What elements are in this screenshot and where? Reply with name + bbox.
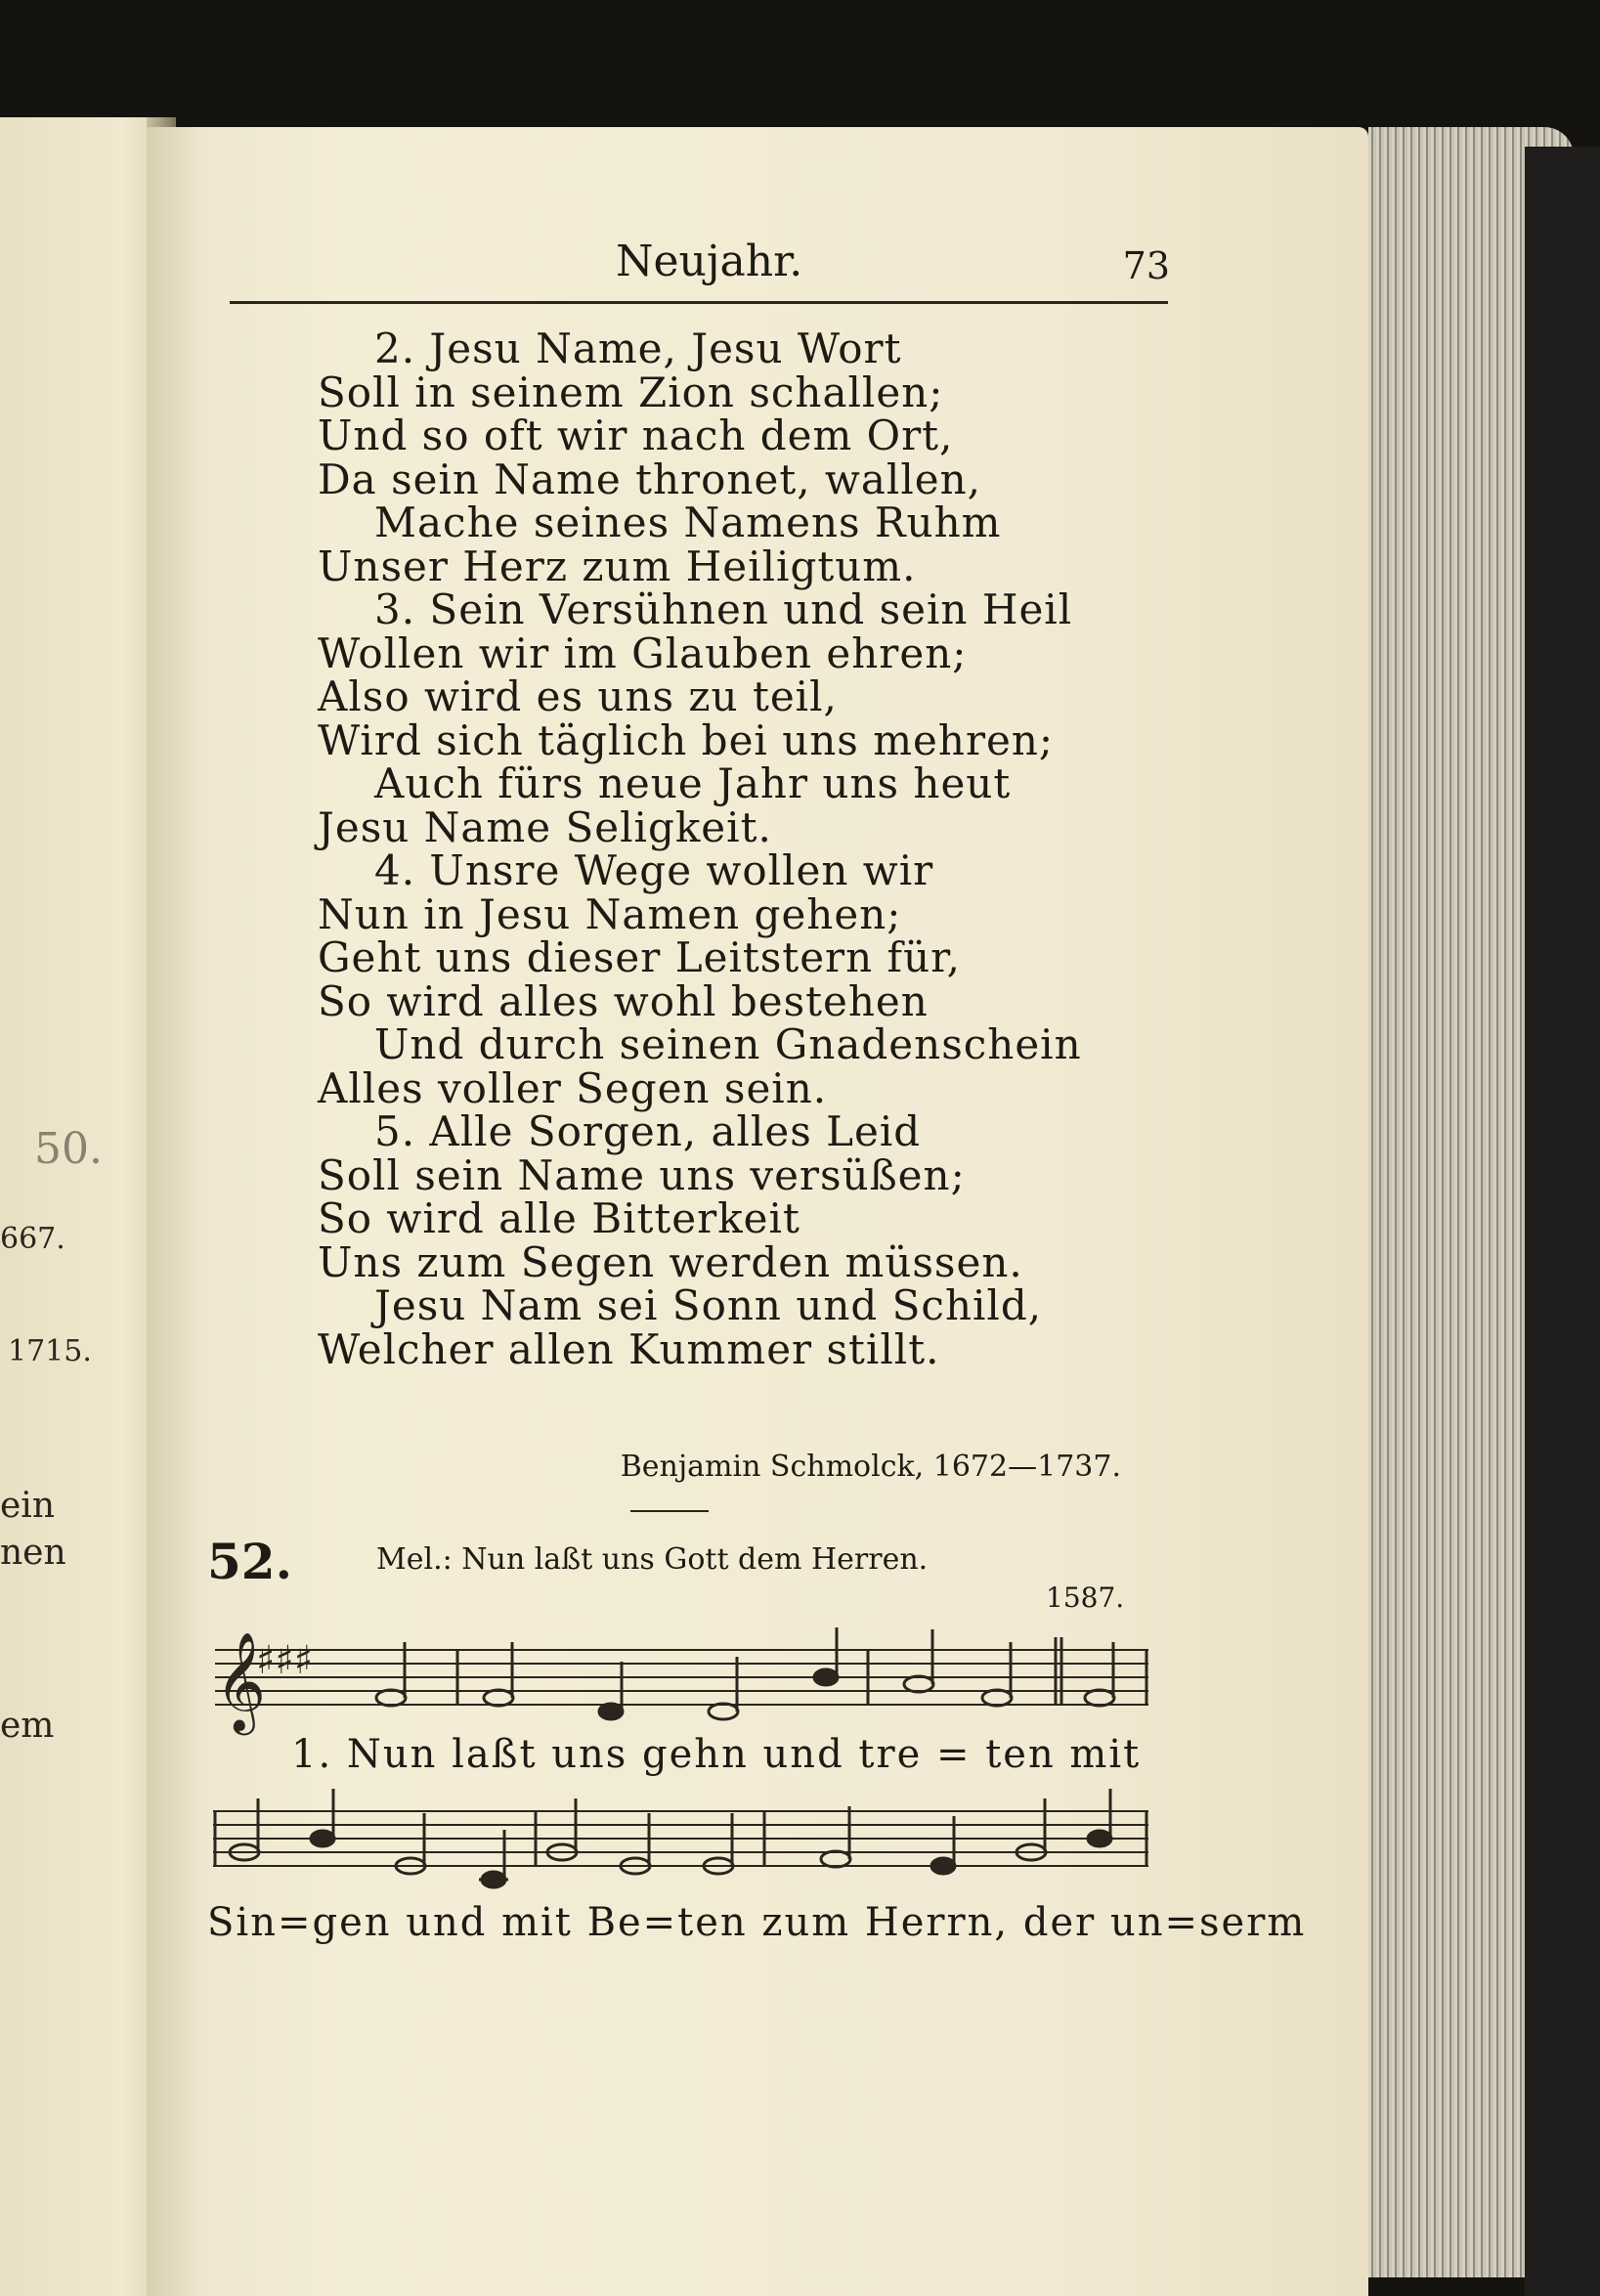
staff-1-barlines bbox=[457, 1637, 1146, 1705]
verse-line: Und so oft wir nach dem Ort, bbox=[318, 412, 954, 459]
verse-line: Also wird es uns zu teil, bbox=[318, 672, 838, 720]
verse-line: Auch fürs neue Jahr uns heut bbox=[374, 759, 1012, 807]
verse-line: Nun in Jesu Namen gehen; bbox=[318, 889, 902, 938]
page-number: 73 bbox=[1122, 244, 1170, 287]
treble-clef-icon: 𝄞 bbox=[215, 1630, 267, 1731]
key-signature-icon: ♯♯♯ bbox=[256, 1638, 314, 1683]
lyric-line-1: 1. Nun laßt uns gehn und tre = ten mit bbox=[291, 1732, 1142, 1777]
staff-1-notes bbox=[376, 1629, 1114, 1719]
left-page-text-3: ein bbox=[0, 1486, 56, 1526]
verse-line: 5. Alle Sorgen, alles Leid bbox=[374, 1107, 922, 1155]
lyric-line-2: Sin=gen und mit Be=ten zum Herrn, der un=serm bbox=[207, 1900, 1307, 1945]
page-header-title: Neujahr. bbox=[616, 237, 803, 286]
staff-2-notes bbox=[230, 1798, 1046, 1874]
verse-line: Unser Herz zum Heiligtum. bbox=[318, 542, 917, 590]
verse-line: 4. Unsre Wege wollen wir bbox=[374, 846, 934, 894]
left-page-number: 50. bbox=[34, 1124, 103, 1174]
left-page-text-1: 667. bbox=[0, 1222, 65, 1256]
verse-line: 3. Sein Versühnen und sein Heil bbox=[374, 585, 1073, 633]
verse-line: Und durch seinen Gnadenschein bbox=[374, 1020, 1082, 1068]
melody-year: 1587. bbox=[1046, 1581, 1125, 1614]
staff-2-lines bbox=[213, 1811, 1148, 1866]
left-page-text-2: 1715. bbox=[8, 1334, 92, 1368]
verse-line: Uns zum Segen werden müssen. bbox=[318, 1237, 1023, 1286]
staff-1-lines bbox=[215, 1650, 1148, 1705]
verse-line: Wollen wir im Glauben ehren; bbox=[318, 628, 968, 677]
verse-line: Welcher allen Kummer stillt. bbox=[318, 1324, 940, 1373]
melody-reference: Mel.: Nun laßt uns Gott dem Herren. bbox=[376, 1542, 929, 1577]
verse-line: Jesu Name Seligkeit. bbox=[318, 802, 772, 851]
hymn-number: 52. bbox=[207, 1533, 292, 1590]
verse-line: Soll sein Name uns versüßen; bbox=[318, 1150, 966, 1199]
verse-line: Mache seines Namens Ruhm bbox=[374, 498, 1002, 546]
verse-line: Soll in seinem Zion schallen; bbox=[318, 368, 944, 416]
verse-line: Jesu Nam sei Sonn und Schild, bbox=[374, 1281, 1043, 1329]
author-attribution: Benjamin Schmolck, 1672—1737. bbox=[620, 1450, 1121, 1484]
left-page-text-4: nen bbox=[0, 1533, 66, 1573]
verse-line: 2. Jesu Name, Jesu Wort bbox=[374, 325, 902, 372]
verse-line: So wird alles wohl bestehen bbox=[318, 976, 929, 1025]
verse-line: So wird alle Bitterkeit bbox=[318, 1194, 800, 1242]
verse-line: Geht uns dieser Leitstern für, bbox=[318, 933, 961, 981]
verse-line: Wird sich täglich bei uns mehren; bbox=[318, 715, 1055, 764]
verse-line: Alles voller Segen sein. bbox=[318, 1063, 828, 1112]
left-page-text-5: em bbox=[0, 1706, 55, 1746]
verse-line: Da sein Name thronet, wallen, bbox=[318, 455, 982, 503]
